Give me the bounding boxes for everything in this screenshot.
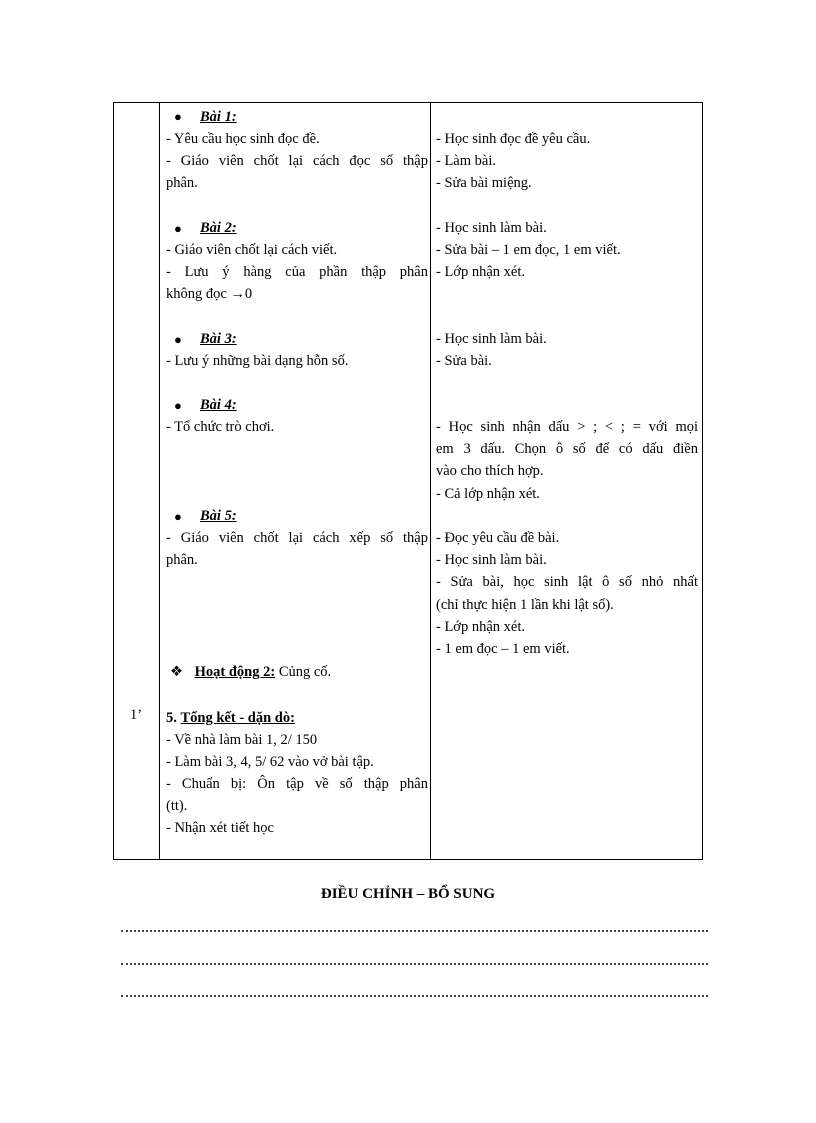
section-title: ĐIỀU CHỈNH – BỔ SUNG	[320, 886, 496, 902]
text-line: - Lưu ý hàng của phần thập phân	[166, 264, 428, 280]
bullet-icon: ●	[174, 221, 182, 236]
text-line: - Cả lớp nhận xét.	[436, 486, 540, 502]
text-line: - Giáo viên chốt lại cách viết.	[166, 242, 338, 258]
diamond-bullet-icon: ❖	[170, 664, 183, 680]
summary-heading	[166, 707, 428, 729]
text-line: (tt).	[166, 798, 188, 814]
dotted-line	[121, 928, 708, 932]
text-line: - Sửa bài, học sinh lật ô số nhỏ nhất	[436, 574, 698, 590]
text-line: - Đọc yêu cầu đề bài.	[436, 530, 560, 546]
text-line: - Sửa bài.	[436, 353, 492, 369]
dotted-line	[121, 993, 708, 997]
summary-label: Tổng kết - dặn dò:	[180, 710, 295, 726]
text-line: - Tổ chức trò chơi.	[166, 419, 275, 435]
text-line: không đọc →0	[166, 286, 253, 302]
text-line: phân.	[166, 175, 198, 191]
text-line: vào cho thích hợp.	[436, 463, 544, 479]
text-line: (chỉ thực hiện 1 lần khi lật số).	[436, 597, 614, 613]
bullet-icon: ●	[174, 398, 182, 413]
text-line: - Học sinh đọc đề yêu cầu.	[436, 131, 591, 147]
activity-2-heading	[166, 661, 428, 683]
bullet-icon: ●	[174, 332, 182, 347]
bai4-title: Bài 4:	[200, 397, 237, 413]
activity-2-text: Củng cố.	[278, 664, 332, 680]
text-line: - Chuẩn bị: Ôn tập về số thập phân	[166, 776, 428, 792]
text-line: - Lớp nhận xét.	[436, 619, 526, 635]
column-divider	[159, 103, 160, 859]
dotted-line	[121, 961, 708, 965]
text-line: - Học sinh làm bài.	[436, 331, 547, 347]
text-line: - Lớp nhận xét.	[436, 264, 526, 280]
activity-2-label: Hoạt động 2:	[194, 664, 276, 680]
time-cell: 1’	[130, 707, 143, 723]
text-line: - Học sinh nhận dấu > ; < ; = với mọi	[436, 419, 698, 435]
text-line: - Sửa bài miệng.	[436, 175, 532, 191]
bai1-title: Bài 1:	[200, 109, 237, 125]
lesson-table	[113, 102, 703, 860]
text-line: em 3 dấu. Chọn ô số để có dấu điền	[436, 441, 698, 457]
bai5-title: Bài 5:	[200, 508, 237, 524]
text-line: phân.	[166, 552, 198, 568]
text-line: - Về nhà làm bài 1, 2/ 150	[166, 732, 318, 748]
column-divider	[430, 103, 431, 859]
text-line: - Sửa bài – 1 em đọc, 1 em viết.	[436, 242, 621, 258]
summary-number: 5.	[166, 710, 177, 726]
text-line: - Học sinh làm bài.	[436, 552, 547, 568]
text-line: - Yêu cầu học sinh đọc đề.	[166, 131, 320, 147]
text-line: - 1 em đọc – 1 em viết.	[436, 641, 570, 657]
bullet-icon: ●	[174, 509, 182, 524]
text-line: - Lưu ý những bài dạng hỗn số.	[166, 353, 349, 369]
text-line: - Giáo viên chốt lại cách xếp số thập	[166, 530, 428, 546]
text-line: - Làm bài 3, 4, 5/ 62 vào vở bài tập.	[166, 754, 374, 770]
text-line: - Giáo viên chốt lại cách đọc số thập	[166, 153, 428, 169]
bai2-title: Bài 2:	[200, 220, 237, 236]
text-line: - Làm bài.	[436, 153, 496, 169]
bullet-icon: ●	[174, 109, 182, 124]
bai3-title: Bài 3:	[200, 331, 237, 347]
text-line: - Nhận xét tiết học	[166, 820, 274, 836]
text-line: - Học sinh làm bài.	[436, 220, 547, 236]
